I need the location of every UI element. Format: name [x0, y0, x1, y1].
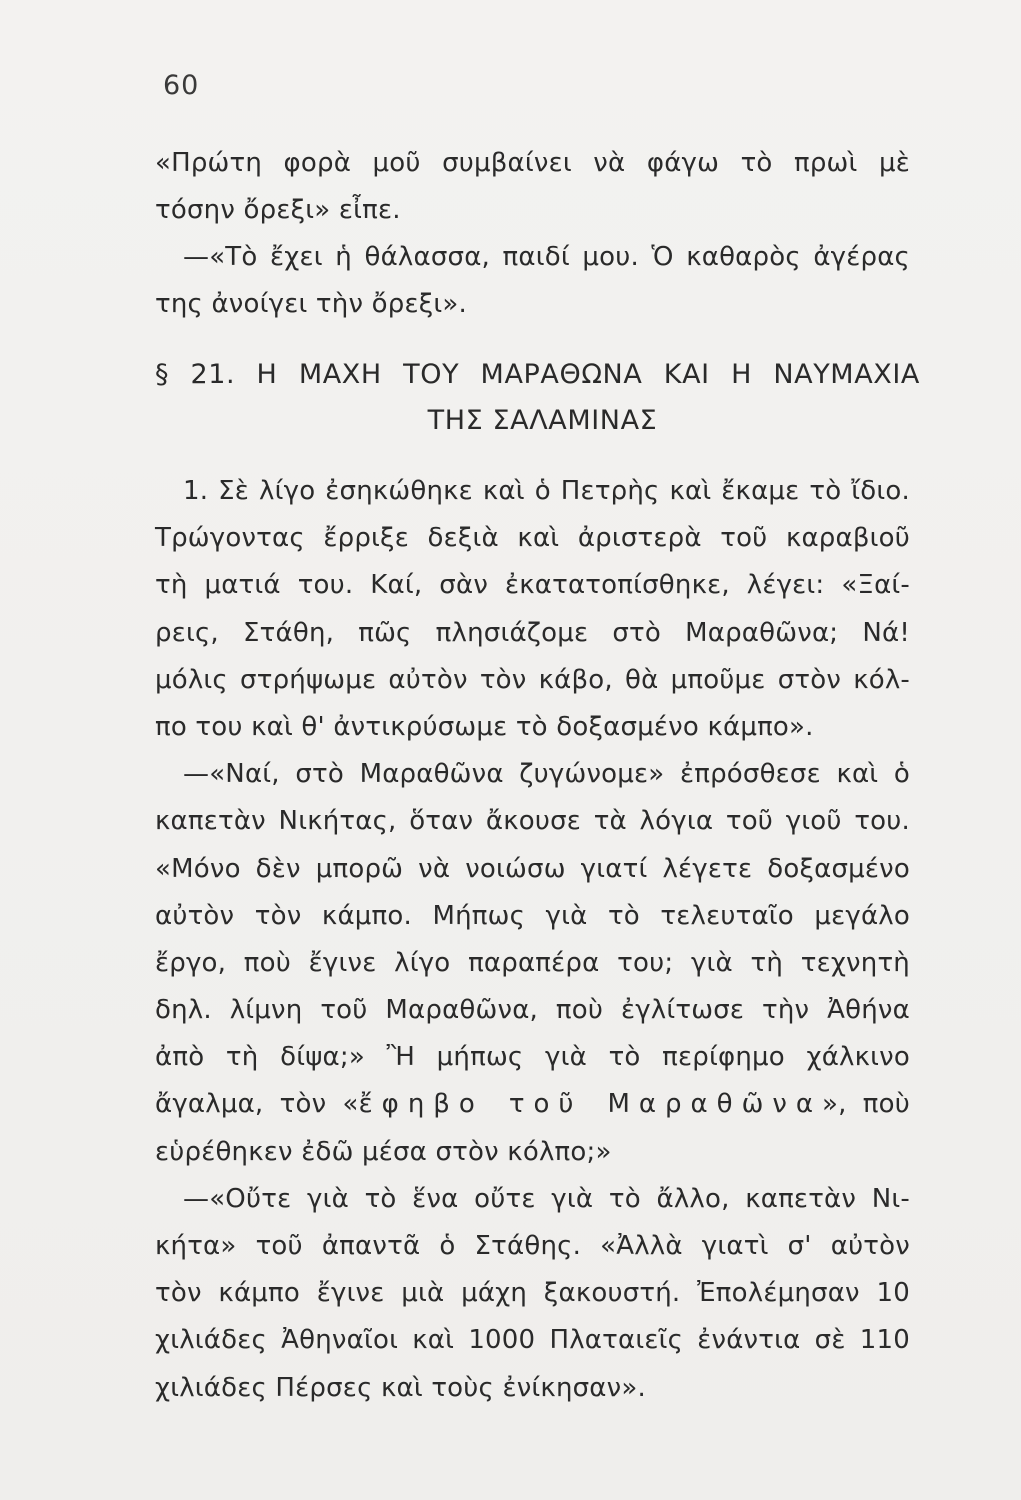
- text-line: καπετὰν Νικήτας, ὅταν ἄκουσε τὰ λόγια τοῦ γιοῦ του.: [155, 806, 910, 837]
- text-line: τόσην ὄρεξι» εἶπε.: [155, 195, 401, 225]
- page-number: 60: [163, 70, 200, 101]
- text-fragment: ἄγαλμα, τὸν «: [155, 1089, 359, 1120]
- text-line: τὸν κάμπο ἔγινε μιὰ μάχη ξακουστή. Ἐπολέμησαν 10: [155, 1278, 910, 1309]
- text-fragment: », ποὺ: [822, 1089, 910, 1120]
- text-line: της ἀνοίγει τὴν ὄρεξι».: [155, 289, 467, 319]
- text-line: —«Οὔτε γιὰ τὸ ἕνα οὔτε γιὰ τὸ ἄλλο, καπετὰν Νι-: [183, 1183, 910, 1214]
- text-line: τὴ ματιά του. Καί, σὰν ἐκατατοπίσθηκε, λέγει: «Ξαί-: [155, 570, 910, 601]
- text-line: ἔργο, ποὺ ἔγινε λίγο παραπέρα του; γιὰ τὴ τεχνητὴ: [155, 947, 910, 978]
- text-line: «Μόνο δὲν μπορῶ νὰ νοιώσω γιατί λέγετε δοξασμένο: [155, 853, 910, 884]
- section-heading-line-2: ΤΗΣ ΣΑΛΑΜΙΝΑΣ: [427, 405, 658, 436]
- text-line: πο του καὶ θ' ἀντικρύσωμε τὸ δοξασμένο κάμπο».: [155, 711, 814, 742]
- text-line: ἀπὸ τὴ δίψα;» Ἢ μήπως γιὰ τὸ περίφημο χάλκινο: [155, 1042, 910, 1073]
- text-line: δηλ. λίμνη τοῦ Μαραθῶνα, ποὺ ἐγλίτωσε τὴν Ἀθήνα: [155, 995, 910, 1026]
- text-line: ρεις, Στάθη, πῶς πλησιάζομε στὸ Μαραθῶνα; Νά!: [155, 617, 910, 648]
- text-line: —«Ναί, στὸ Μαραθῶνα ζυγώνομε» ἐπρόσθεσε καὶ ὁ: [183, 759, 910, 790]
- text-line: χιλιάδες Ἀθηναῖοι καὶ 1000 Πλαταιεῖς ἐνάντια σὲ 110: [155, 1325, 910, 1356]
- text-line: μόλις στρήψωμε αὐτὸν τὸν κάβο, θὰ μποῦμε στὸν κόλ-: [155, 664, 910, 695]
- text-line: αὐτὸν τὸν κάμπο. Μήπως γιὰ τὸ τελευταῖο μεγάλο: [155, 900, 910, 931]
- text-line: χιλιάδες Πέρσες καὶ τοὺς ἐνίκησαν».: [155, 1372, 646, 1403]
- section-heading: [155, 352, 920, 444]
- section-body: [155, 468, 910, 1412]
- intro-paragraphs: [155, 140, 910, 328]
- text-line: εὑρέθηκεν ἐδῶ μέσα στὸν κόλπο;»: [155, 1136, 612, 1167]
- section-heading-line-1: § 21. Η ΜΑΧΗ ΤΟΥ ΜΑΡΑΘΩΝΑ ΚΑΙ Η ΝΑΥΜΑΧΙΑ: [155, 359, 920, 390]
- text-line: —«Τὸ ἔχει ἡ θάλασσα, παιδί μου. Ὁ καθαρὸς ἀγέρας: [183, 242, 910, 272]
- text-line: 1. Σὲ λίγο ἐσηκώθηκε καὶ ὁ Πετρὴς καὶ ἔκαμε τὸ ἴδιο.: [183, 476, 910, 506]
- spaced-emphasis-text: ἔφηβο τοῦ Μαραθῶνα: [358, 1089, 822, 1120]
- text-line: «Πρώτη φορὰ μοῦ συμβαίνει νὰ φάγω τὸ πρωὶ μὲ: [155, 148, 910, 178]
- text-line: Τρώγοντας ἔρριξε δεξιὰ καὶ ἀριστερὰ τοῦ καραβιοῦ: [155, 523, 910, 554]
- text-line: κήτα» τοῦ ἀπαντᾶ ὁ Στάθης. «Ἀλλὰ γιατὶ σ' αὐτὸν: [155, 1231, 910, 1261]
- text-line-ephebe: [155, 1081, 910, 1128]
